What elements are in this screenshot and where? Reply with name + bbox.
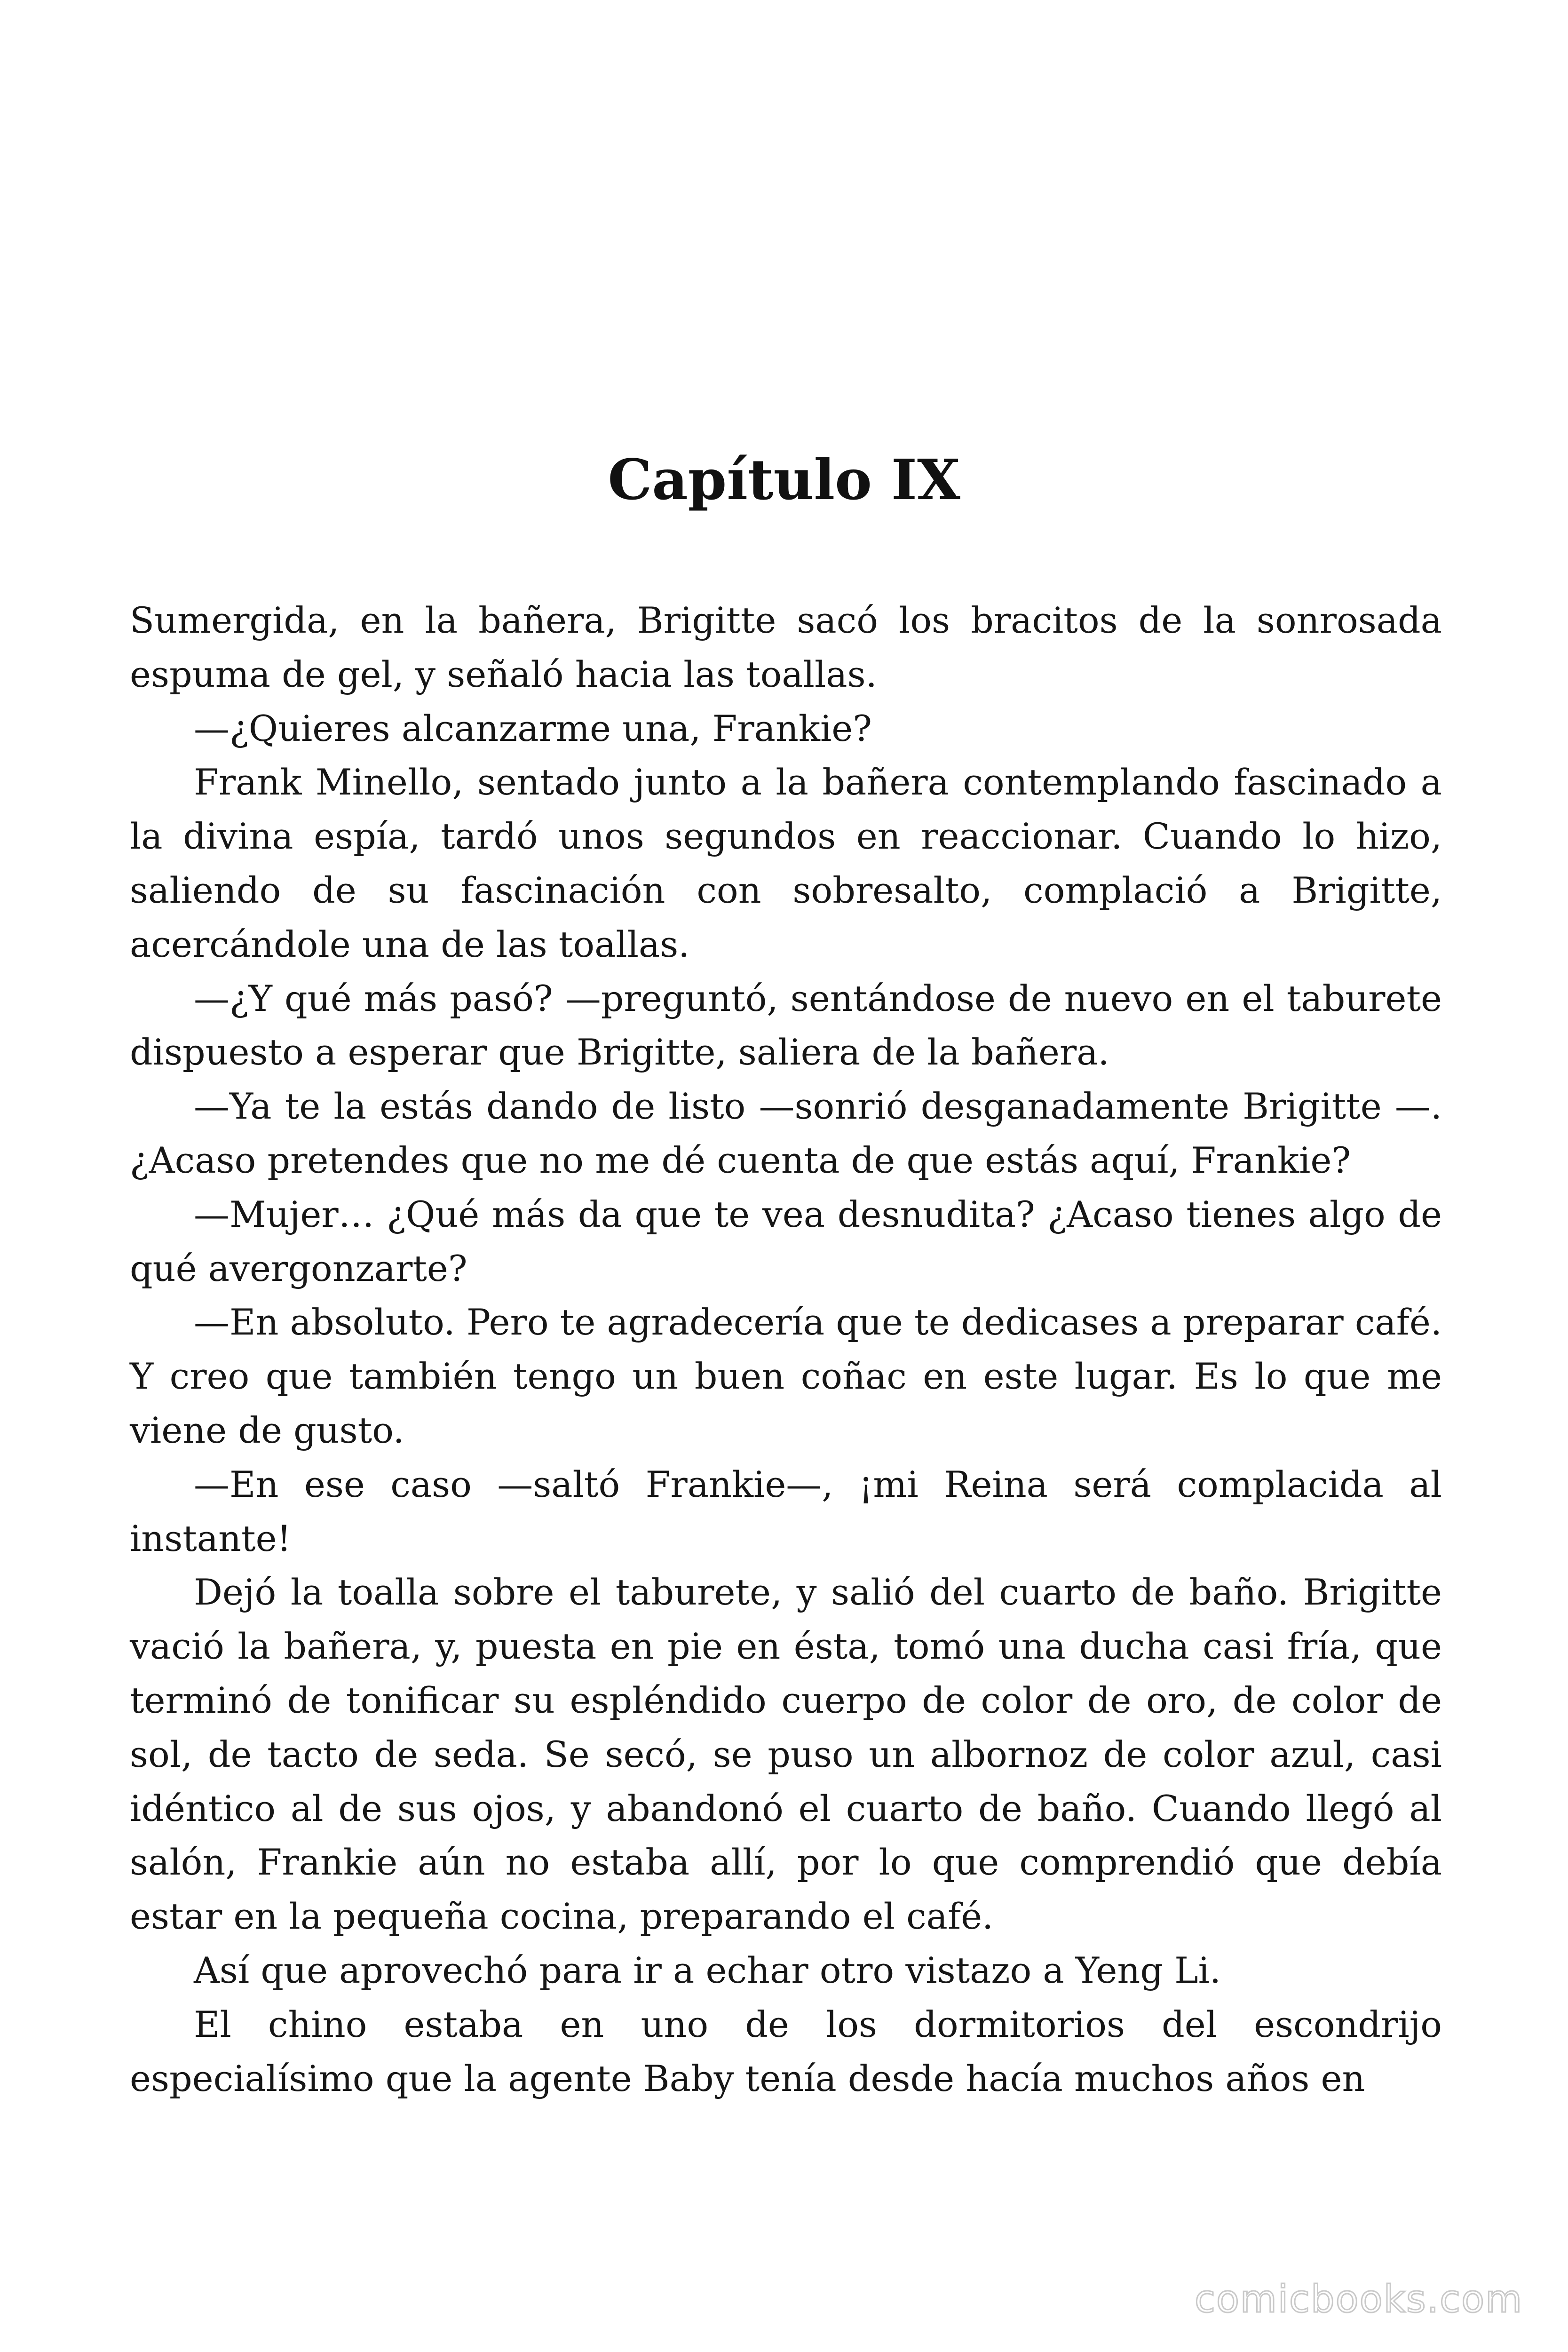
paragraph: Sumergida, en la bañera, Brigitte sacó los bracitos de la sonrosada espuma de gel, y señaló hacia las toallas. (130, 599, 1442, 695)
chapter-title: Capítulo IX (608, 447, 960, 512)
paragraph: —En absoluto. Pero te agradecería que te dedicases a preparar café. Y creo que también tengo un buen coñac en este lugar. Es lo que me viene de gusto. (130, 1301, 1442, 1451)
watermark: comicbooks.com (1194, 2277, 1523, 2321)
paragraph: Dejó la toalla sobre el taburete, y salió del cuarto de baño. Brigitte vació la bañera, y, puesta en pie en ésta, tomó una ducha casi fría, que terminó de tonificar su espléndido cuerpo de color de oro, de color de sol, de tacto de seda. Se secó, se puso un albornoz de color azul, casi idéntico al de sus ojos, y abandonó el cuarto de baño. Cuando llegó al salón, Frankie aún no estaba allí, por lo que comprendió que debía estar en la pequeña cocina, preparando el café. (130, 1571, 1442, 1938)
chapter-body (130, 594, 1442, 2106)
paragraph: —Mujer… ¿Qué más da que te vea desnudita? ¿Acaso tienes algo de qué avergonzarte? (130, 1193, 1442, 1289)
paragraph: —¿Quieres alcanzarme una, Frankie? (194, 707, 872, 749)
paragraph: —¿Y qué más pasó? —preguntó, sentándose de nuevo en el taburete dispuesto a esperar que Brigitte, saliera de la bañera. (130, 977, 1442, 1073)
paragraph: Así que aprovechó para ir a echar otro vistazo a Yeng Li. (194, 1949, 1221, 1991)
paragraph: El chino estaba en uno de los dormitorios del escondrijo especialísimo que la agente Baby tenía desde hacía muchos años en (130, 2003, 1442, 2099)
paragraph: —Ya te la estás dando de listo —sonrió desganadamente Brigitte —. ¿Acaso pretendes que no me dé cuenta de que estás aquí, Frankie? (130, 1085, 1442, 1181)
paragraph: —En ese caso —saltó Frankie—, ¡mi Reina será complacida al instante! (130, 1463, 1442, 1559)
paragraph: Frank Minello, sentado junto a la bañera contemplando fascinado a la divina espía, tardó unos segundos en reaccionar. Cuando lo hizo, saliendo de su fascinación con sobresalto, complació a Brigitte, acercándole una de las toallas. (130, 761, 1442, 965)
